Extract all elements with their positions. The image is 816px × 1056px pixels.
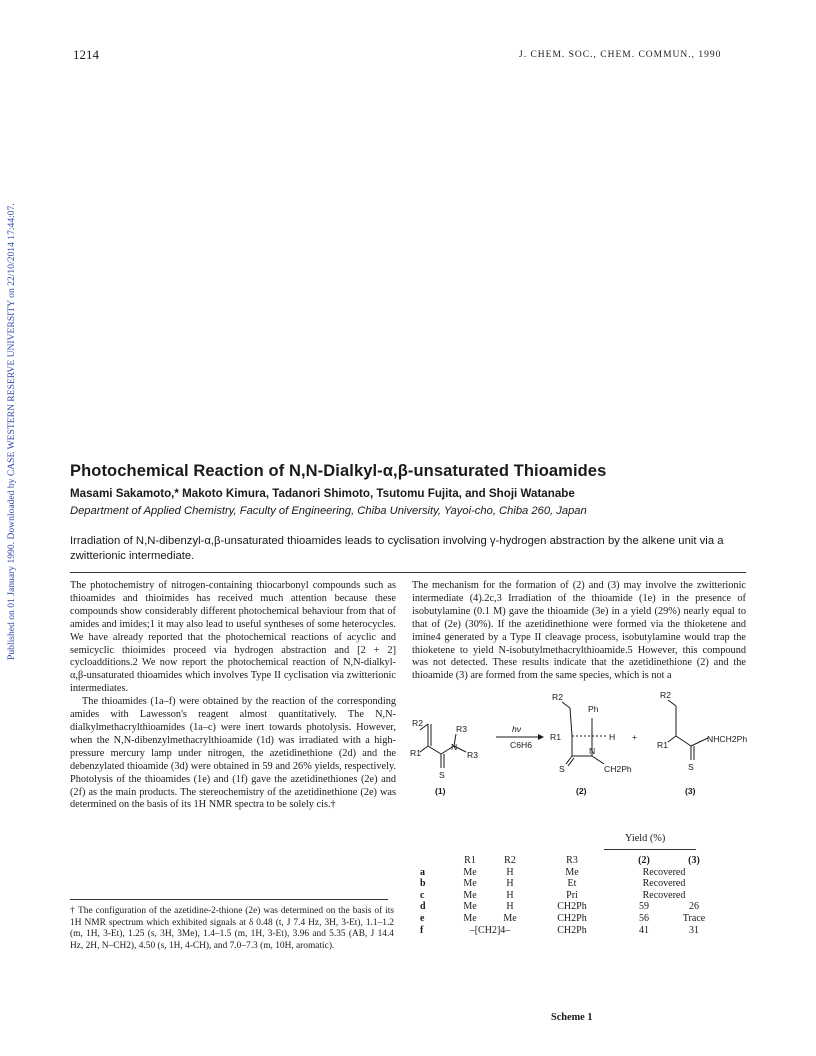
r1-cell: Me	[463, 866, 477, 878]
table-row	[420, 925, 714, 937]
label-r2: R2	[412, 718, 423, 728]
r3-cell: Et	[567, 878, 577, 890]
r3-cell: CH2Ph	[557, 901, 587, 913]
column-header: R2	[504, 855, 516, 866]
yield-cell: Recovered	[642, 866, 686, 878]
yield-2-cell: 41	[639, 924, 649, 936]
label-s: S	[559, 764, 565, 774]
label-r3: R3	[467, 750, 478, 760]
yield-3-cell: 31	[689, 924, 699, 936]
row-id: d	[420, 901, 426, 913]
table-row	[420, 878, 714, 890]
compound-2-label: (2)	[576, 786, 587, 796]
table-row	[420, 867, 714, 879]
column-header: (2)	[638, 855, 650, 866]
compound-3-structure	[668, 700, 708, 760]
r1-cell: Me	[463, 889, 477, 901]
body-column-right	[412, 580, 746, 683]
label-h: H	[609, 732, 616, 742]
label-s: S	[688, 762, 694, 772]
r2-cell: H	[506, 866, 514, 878]
compound-2-structure	[562, 702, 608, 766]
download-notice[interactable]: Published on 01 January 1990. Downloaded by CASE WESTERN RESERVE UNIVERSITY on 22/10/2014 17:44:07.	[6, 203, 17, 660]
r1-r2-cell: –[CH2]4–	[469, 924, 511, 936]
affiliation: Department of Applied Chemistry, Faculty of Engineering, Chiba University, Yayoi-cho, Chiba 260, Japan	[70, 505, 587, 517]
arrow-head-icon	[538, 734, 544, 740]
r3-cell: Pri	[566, 889, 578, 901]
abstract: Irradiation of N,N-dibenzyl-α,β-unsaturated thioamides leads to cyclisation involving γ-hydrogen abstraction by the alkene unit via a zwitterionic intermediate.	[70, 535, 724, 562]
body-paragraph: The photochemistry of nitrogen-containing thiocarbonyl compounds such as thioamides and thioimides has received much attention because these compounds show considerably different photochemical behaviour from that of amides and imides;1 it may also lead to useful syntheses of some heterocycles. We have already reported that the photochemical reactions of acyclic and semicyclic thioimides proceed via hydrogen abstraction and [2 + 2] cycloadditions.2 We now report the photochemical reaction of N,N-dialkyl-α,β-unsaturated thioamides which involves Type II cyclisation via zwitterionic intermediates.	[70, 580, 396, 695]
r2-cell: H	[506, 878, 514, 890]
footnote: † The configuration of the azetidine-2-thione (2e) was determined on the basis of its 1H NMR spectrum which exhibited signals at δ 0.48 (t, J 7.4 Hz, 3H, 3-Et), 1.1–1.2 (m, 1H, 3-Et), 1.25 (s, 3H, 3Me), 1.4–1.5 (m, 1H, 3-Et), 3.96 and 5.35 (AB, J 14.4 Hz, 2H, N–CH2), 4.50 (s, 1H, 4-CH), and 7.0–7.3 (m, 10H, aromatic).	[70, 906, 394, 951]
r2-cell: Me	[503, 912, 517, 924]
label-nhch2ph: NHCH2Ph	[707, 734, 748, 744]
row-id: a	[420, 866, 425, 878]
r3-cell: CH2Ph	[557, 912, 587, 924]
body-column-left	[70, 580, 396, 812]
solvent-label: C6H6	[510, 740, 532, 750]
column-header: R1	[464, 855, 476, 866]
yield-cell: Recovered	[642, 878, 686, 890]
label-r1: R1	[550, 732, 561, 742]
yield-3-cell: 26	[689, 901, 699, 913]
table-header-row	[420, 855, 714, 867]
compound-1-label: (1)	[435, 786, 446, 796]
row-id: b	[420, 878, 426, 890]
body-paragraph: The mechanism for the formation of (2) and (3) may involve the zwitterionic intermediate (4).2c,3 Irradiation of the thioamide (1e) in the presence of isobutylamine (0.1 M) gave the thioamide (3e) in a yield (29%) nearly equal to that of (2e) (30%). If the azetidinethione were formed via the thioketene and imine4 generated by a Type II cleavage process, isobutylamine would trap the thioketene to yield N-isobutylmethacrylthioamide.5 However, this compound was not detected. These results indicate that the azetidinethione (2) and the thioamide (3) are formed from the same species, which is not a	[412, 580, 746, 682]
body-paragraph: The thioamides (1a–f) were obtained by the reaction of the corresponding amides with Lawesson's reagent almost quantitatively. The N,N-dialkylmethacrylthioamides (1a–c) were inert towards photolysis. However, when the N,N-dibenzylmethacrylthioamide (1d) was irradiated with a high-pressure mercury lamp under nitrogen, the azetidinethione (2d) and the debenzylated thioamide (3d) were obtained in 59 and 26% yields, respectively. Photolysis of the thioamides (1e) and (1f) gave the azetidinethiones (2e) and (2f) as the main products. The stereochemistry of the azetidinethione (2e) was determined on the basis of its 1H NMR spectra to be solely cis.†	[70, 696, 396, 811]
plus-sign: +	[632, 732, 638, 742]
yield-2-cell: 59	[639, 901, 649, 913]
yield-table	[420, 855, 714, 936]
yield-header: Yield (%)	[625, 833, 666, 844]
label-ch2ph: CH2Ph	[604, 764, 632, 774]
label-n: N	[451, 742, 458, 752]
running-head: J. CHEM. SOC., CHEM. COMMUN., 1990	[519, 50, 722, 60]
compound-3-label: (3)	[685, 786, 696, 796]
table-row	[420, 913, 714, 925]
column-header	[420, 855, 450, 867]
label-n: N	[589, 746, 596, 756]
yield-3-cell: Trace	[682, 912, 706, 924]
yield-cell: Recovered	[642, 889, 686, 901]
label-r2: R2	[660, 692, 671, 700]
page-number: 1214	[73, 47, 99, 62]
r1-cell: Me	[463, 912, 477, 924]
scheme-caption: Scheme 1	[551, 1012, 593, 1023]
label-r1: R1	[657, 740, 668, 750]
label-s: S	[439, 770, 445, 780]
row-id: c	[420, 889, 425, 901]
column-header: R3	[566, 855, 578, 866]
author-list: Masami Sakamoto,* Makoto Kimura, Tadanori Shimoto, Tsutomu Fujita, and Shoji Watanabe	[70, 487, 575, 500]
r1-cell: Me	[463, 901, 477, 913]
label-r3: R3	[456, 724, 467, 734]
r2-cell: H	[506, 889, 514, 901]
label-ph: Ph	[588, 704, 599, 714]
abstract-divider	[70, 572, 746, 573]
yield-2-cell: 56	[639, 912, 649, 924]
article-title: Photochemical Reaction of N,N-Dialkyl-α,β-unsaturated Thioamides	[70, 462, 607, 480]
irradiation-label: hν	[512, 724, 522, 734]
table-row	[420, 890, 714, 902]
r3-cell: Me	[565, 866, 579, 878]
r2-cell: H	[506, 901, 514, 913]
row-id: e	[420, 912, 425, 924]
yield-divider	[604, 849, 696, 850]
footnote-divider	[70, 899, 388, 900]
table-row	[420, 901, 714, 913]
label-r2: R2	[552, 692, 563, 702]
r3-cell: CH2Ph	[557, 924, 587, 936]
label-r1: R1	[410, 748, 421, 758]
r1-cell: Me	[463, 878, 477, 890]
column-header: (3)	[688, 855, 700, 866]
row-id: f	[420, 924, 424, 936]
